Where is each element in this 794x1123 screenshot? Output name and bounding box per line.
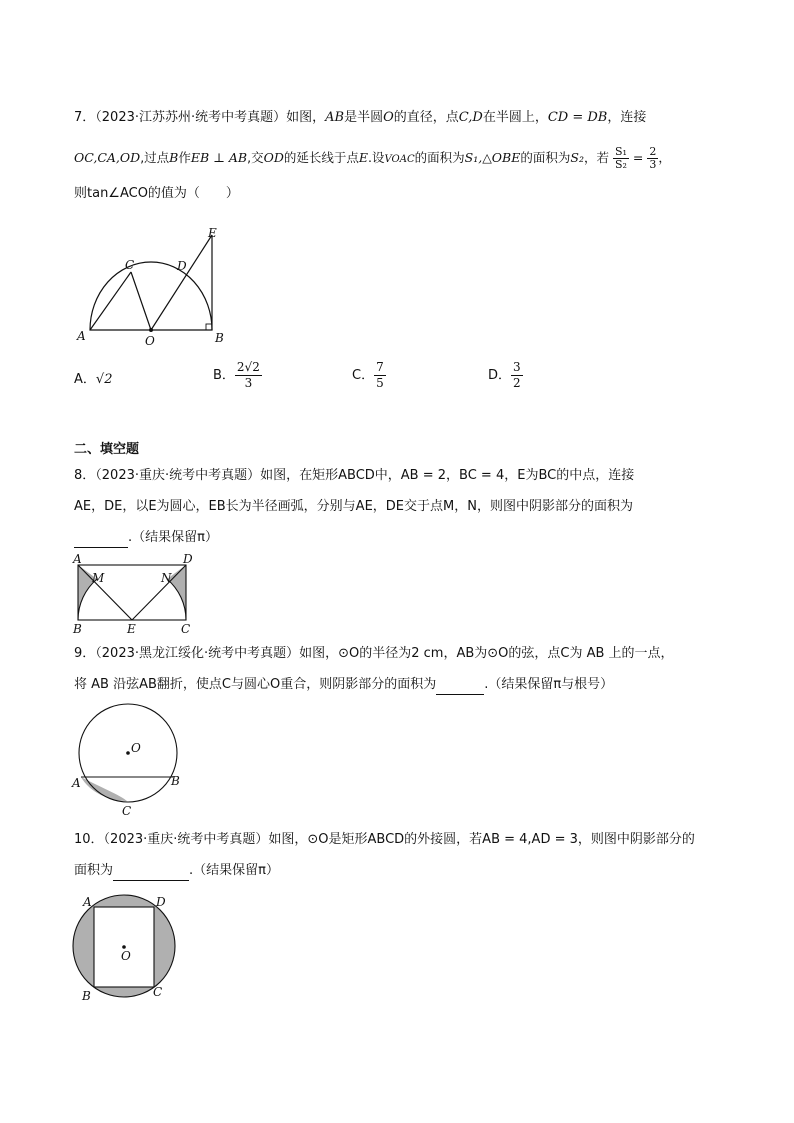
semicircle xyxy=(90,262,212,330)
q7-line-2 xyxy=(74,146,671,171)
q7-text: 作 xyxy=(178,150,191,165)
q7-math: B xyxy=(169,150,179,165)
label-M: M xyxy=(92,571,105,585)
q7-text: ,交 xyxy=(247,150,264,165)
label-C: C xyxy=(125,258,135,272)
q7-option-d: D． $\frac{3}{2}$ xyxy=(488,360,521,390)
label-B: B xyxy=(215,331,224,345)
label-O: O xyxy=(121,949,131,963)
q8-line-1: 8．（2023·重庆·统考中考真题）如图，在矩形ABCD中，AB = 2，BC = 4，E为BC的中点，连接 xyxy=(74,468,635,483)
label-A: A xyxy=(73,553,82,566)
q7-math: VOAC xyxy=(384,154,415,165)
q7-math: S₁ xyxy=(464,150,479,165)
q7-text: 是半圆 xyxy=(344,110,384,125)
q10-line-1: 10．（2023·重庆·统考中考真题）如图，⊙O是矩形ABCD的外接圆，若AB = 4,AD = 3，则图中阴影部分的 xyxy=(74,832,695,847)
q7-text: ，连接 xyxy=(607,110,647,125)
q7-line-3: 则tan∠ACO的值为（ ） xyxy=(74,186,239,201)
label-O: O xyxy=(131,741,141,755)
label-D: D xyxy=(156,895,166,909)
q9-line-2: 将 AB 沿弦AB翻折，使点C与圆心O重合，则阴影部分的面积为 .（结果保留π与根号） xyxy=(74,675,613,695)
q7-option-c: C． $\frac{7}{5}$ xyxy=(352,360,384,390)
answer-blank[interactable] xyxy=(436,680,484,695)
q7-text: ，若 xyxy=(583,150,609,165)
section-heading: 二、填空题 xyxy=(74,442,140,457)
label-O: O xyxy=(145,334,155,348)
q7-text: 7．（2023·江苏苏州·统考中考真题）如图， xyxy=(74,110,326,125)
q7-text: 的面积为 xyxy=(520,150,571,165)
label-C: C xyxy=(153,985,163,999)
q7-math: ,△OBE xyxy=(478,150,521,165)
q8-line-2: AE，DE，以E为圆心，EB长为半径画弧，分别与AE，DE交于点M，N，则图中阴影部分的面积为 xyxy=(74,499,633,514)
q7-ratio-value: $\frac{2}{3}$ xyxy=(649,145,657,171)
q7-math: S₂ xyxy=(570,150,584,165)
label-C: C xyxy=(181,622,191,636)
q7-text: 的直径，点 xyxy=(393,110,459,125)
q7-ratio-fraction: $\frac{\text{S₁}}{\text{S₂}}$ xyxy=(614,145,627,171)
label-B: B xyxy=(171,774,180,788)
answer-blank[interactable] xyxy=(113,866,189,881)
label-B: B xyxy=(82,989,91,1003)
q7-math: E xyxy=(358,150,369,165)
q7-figure xyxy=(70,225,230,350)
q7-text: ， xyxy=(658,150,671,165)
q7-math: OD xyxy=(263,150,284,165)
q10-figure xyxy=(68,892,188,1007)
q7-line-1 xyxy=(74,108,646,128)
label-A: A xyxy=(72,776,81,790)
q7-option-a: A．√2 xyxy=(74,372,113,387)
q7-math: O xyxy=(383,110,394,125)
q7-text: = xyxy=(632,150,644,165)
label-B: B xyxy=(73,622,82,636)
label-E: E xyxy=(127,622,136,636)
label-A: A xyxy=(83,895,92,909)
q7-option-b: B． $\frac{2√2}{3}$ xyxy=(213,360,260,390)
q9-figure xyxy=(70,703,190,823)
label-A: A xyxy=(77,329,86,343)
q7-text: .设 xyxy=(368,150,385,165)
q7-arc-equality: CD = DB xyxy=(547,110,608,125)
label-C: C xyxy=(122,804,132,818)
q7-text: 的面积为 xyxy=(414,150,465,165)
q7-text: 在半圆上， xyxy=(482,110,548,125)
q8-figure xyxy=(70,553,200,639)
q7-math: OC,CA,OD xyxy=(74,150,141,165)
q7-math: EB ⊥ AB xyxy=(190,150,248,165)
label-N: N xyxy=(161,571,172,585)
q7-text: 的延长线于点 xyxy=(283,150,359,165)
label-D: D xyxy=(183,553,193,566)
q7-math: C,D xyxy=(458,110,483,125)
answer-blank[interactable] xyxy=(74,533,128,548)
q10-line-2: 面积为 .（结果保留π） xyxy=(74,861,279,881)
q8-line-3: .（结果保留π） xyxy=(74,528,218,548)
label-D: D xyxy=(177,259,187,273)
q7-text: ,过点 xyxy=(140,150,170,165)
q9-line-1: 9．（2023·黑龙江绥化·统考中考真题）如图，⊙O的半径为2 cm，AB为⊙O的弦，点C为 AB 上的一点， xyxy=(74,646,674,661)
q7-math: AB xyxy=(325,110,345,125)
label-E: E xyxy=(208,226,217,240)
